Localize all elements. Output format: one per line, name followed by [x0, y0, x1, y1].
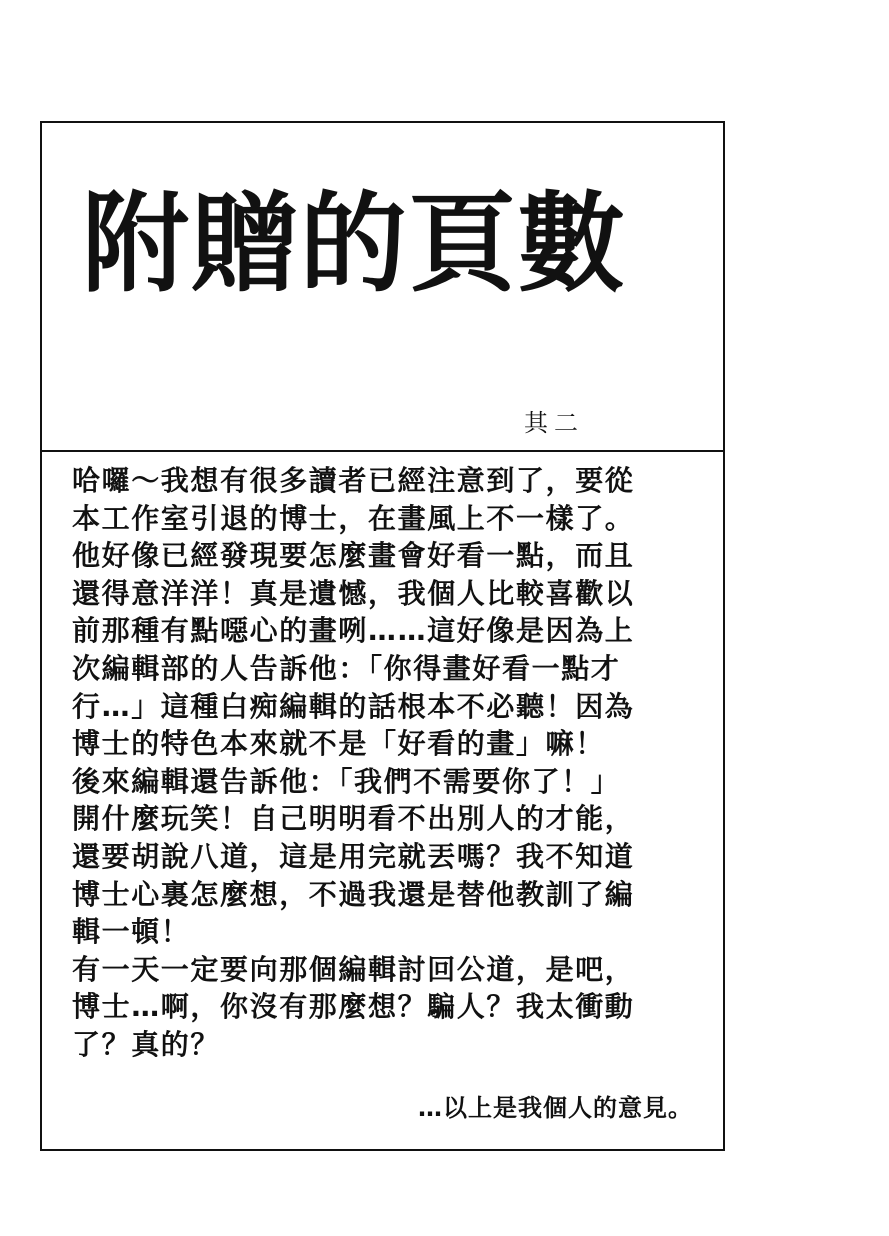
page-subtitle: 其二 [524, 409, 584, 437]
text-line: 了？真的？ [72, 1027, 221, 1061]
page-frame [40, 121, 725, 1151]
text-line: 還要胡說八道，這是用完就丟嗎？我不知道 [72, 839, 635, 873]
text-line: 前那種有點噁心的畫咧……這好像是因為上 [72, 614, 635, 648]
text-line: 哈囉～我想有很多讀者已經注意到了，要從 [72, 464, 635, 497]
signature-line: …以上是我個人的意見。 [418, 1094, 693, 1122]
page-title: 附贈的頁數 [82, 182, 627, 307]
text-line: 有一天一定要向那個編輯討回公道，是吧， [72, 952, 635, 986]
text-line: 博士的特色本來就不是「好看的畫」嘛！ [72, 727, 605, 761]
text-line: 輯一頓！ [72, 915, 191, 949]
text-line: 博士心裏怎麼想，不過我還是替他教訓了編 [72, 877, 635, 911]
text-line: 還得意洋洋！真是遺憾，我個人比較喜歡以 [72, 576, 635, 610]
title-box [42, 123, 723, 452]
text-line: 本工作室引退的博士，在畫風上不一樣了。 [72, 501, 635, 535]
text-line: 行…」這種白痴編輯的話根本不必聽！因為 [72, 689, 635, 723]
text-line: 博士…啊，你沒有那麼想？騙人？我太衝動 [72, 990, 635, 1024]
text-line: 他好像已經發現要怎麼畫會好看一點，而且 [72, 539, 635, 573]
body-text [72, 462, 702, 1064]
text-line: 次編輯部的人告訴他：「你得畫好看一點才 [72, 651, 621, 685]
text-line: 後來編輯還告訴他：「我們不需要你了！」 [72, 764, 621, 798]
text-line: 開什麼玩笑！自己明明看不出別人的才能， [72, 802, 635, 836]
